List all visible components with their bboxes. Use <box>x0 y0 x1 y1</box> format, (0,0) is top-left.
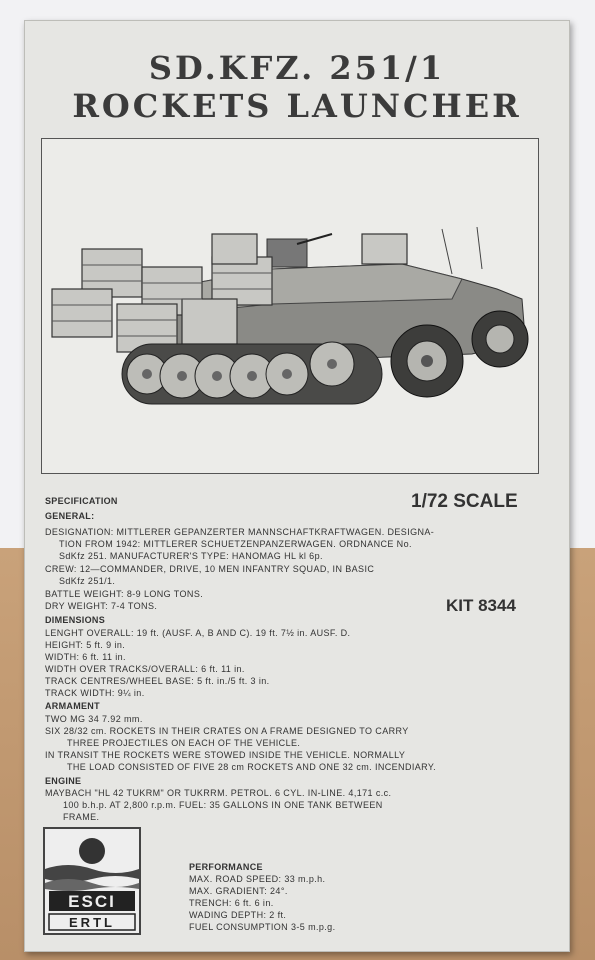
specification-heading: SPECIFICATION <box>45 496 118 506</box>
performance-line: MAX. GRADIENT: 24°. <box>189 886 288 896</box>
performance-line: FUEL CONSUMPTION 3-5 m.p.g. <box>189 922 336 932</box>
logo-graphic <box>45 829 139 933</box>
performance-line: TRENCH: 6 ft. 6 in. <box>189 898 274 908</box>
performance-heading: PERFORMANCE <box>189 862 263 872</box>
dimensions-line: TRACK CENTRES/WHEEL BASE: 5 ft. in./5 ft. 3 in. <box>45 676 270 686</box>
performance-line: WADING DEPTH: 2 ft. <box>189 910 287 920</box>
engine-line: MAYBACH "HL 42 TUKRM" OR TUKRRM. PETROL. 6 CYL. IN-LINE. 4,171 c.c. <box>45 788 392 798</box>
halftrack-illustration <box>42 139 538 473</box>
general-line: BATTLE WEIGHT: 8-9 LONG TONS. <box>45 589 204 599</box>
engine-heading: ENGINE <box>45 776 82 786</box>
scale-label: 1/72 SCALE <box>411 491 518 512</box>
armament-line: SIX 28/32 cm. ROCKETS IN THEIR CRATES ON A FRAME DESIGNED TO CARRY <box>45 726 409 736</box>
general-line: DESIGNATION: MITTLERER GEPANZERTER MANNSCHAFTKRAFTWAGEN. DESIGNA- <box>45 527 435 537</box>
engine-line: FRAME. <box>63 812 100 822</box>
armament-heading: ARMAMENT <box>45 701 100 711</box>
armament-line: THREE PROJECTILES ON EACH OF THE VEHICLE. <box>67 738 301 748</box>
dimensions-line: HEIGHT: 5 ft. 9 in. <box>45 640 126 650</box>
dimensions-line: LENGHT OVERALL: 19 ft. (AUSF. A, B AND C). 19 ft. 7½ in. AUSF. D. <box>45 628 351 638</box>
title-line-2: ROCKETS LAUNCHER <box>72 87 522 125</box>
vehicle-photo <box>41 138 539 474</box>
general-line: SdKfz 251. MANUFACTURER'S TYPE: HANOMAG HL kl 6p. <box>59 551 323 561</box>
title-line-1: SD.KFZ. 251/1 <box>148 49 446 87</box>
dimensions-heading: DIMENSIONS <box>45 615 106 625</box>
dimensions-line: WIDTH: 6 ft. 11 in. <box>45 652 126 662</box>
kit-number: KIT 8344 <box>446 596 516 615</box>
general-line: DRY WEIGHT: 7-4 TONS. <box>45 601 158 611</box>
dimensions-line: TRACK WIDTH: 9¼ in. <box>45 688 145 698</box>
logo-subtext: ERTL <box>69 915 115 930</box>
dimensions-line: WIDTH OVER TRACKS/OVERALL: 6 ft. 11 in. <box>45 664 245 674</box>
performance-line: MAX. ROAD SPEED: 33 m.p.h. <box>189 874 326 884</box>
armament-line: IN TRANSIT THE ROCKETS WERE STOWED INSIDE THE VEHICLE. NORMALLY <box>45 750 406 760</box>
armament-line: THE LOAD CONSISTED OF FIVE 28 cm ROCKETS AND ONE 32 cm. INCENDIARY. <box>67 762 437 772</box>
logo-text: ESCI <box>68 892 116 911</box>
esci-ertl-logo <box>43 827 141 935</box>
instruction-sheet <box>24 20 570 952</box>
general-line: SdKfz 251/1. <box>59 576 116 586</box>
general-line: CREW: 12—COMMANDER, DRIVE, 10 MEN INFANTRY SQUAD, IN BASIC <box>45 564 375 574</box>
general-heading: GENERAL: <box>45 511 95 521</box>
general-line: TION FROM 1942: MITTLERER SCHUETZENPANZERWAGEN. ORDNANCE No. <box>59 539 412 549</box>
engine-line: 100 b.h.p. AT 2,800 r.p.m. FUEL: 35 GALLONS IN ONE TANK BETWEEN <box>63 800 383 810</box>
armament-line: TWO MG 34 7.92 mm. <box>45 714 143 724</box>
